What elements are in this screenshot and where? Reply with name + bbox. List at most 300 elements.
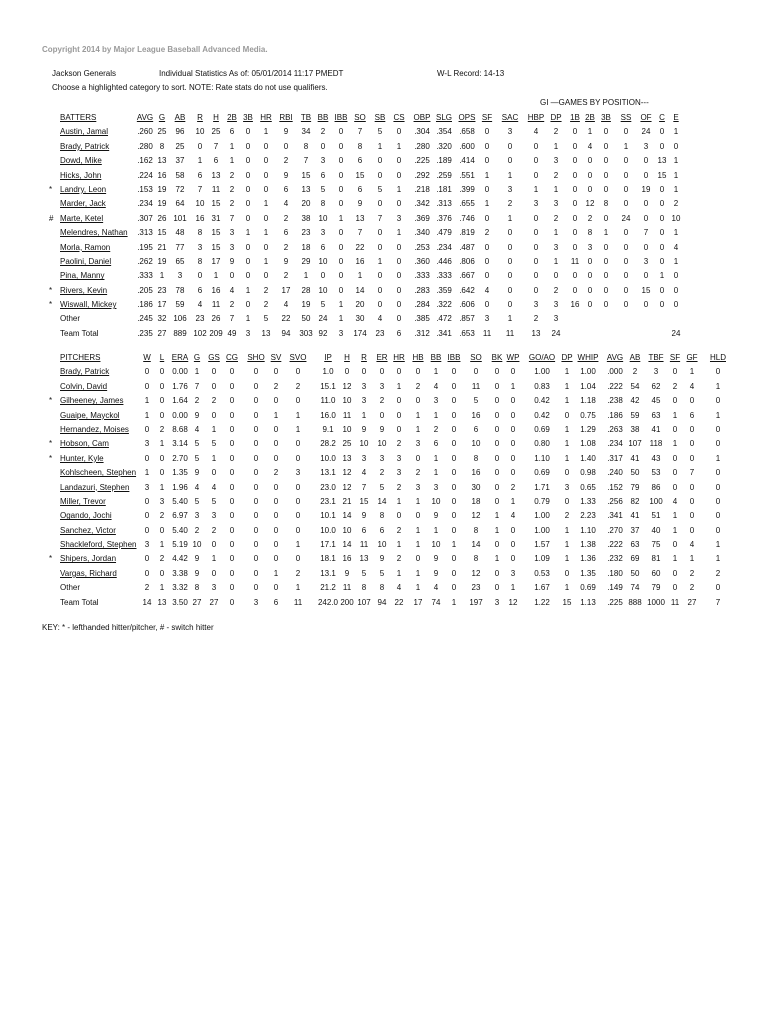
player-name-link[interactable]: Sanchez, Victor [60, 525, 116, 535]
stat-cell-sf: 0 [672, 568, 678, 578]
stat-cell-cs: 6 [396, 328, 402, 338]
stat-cell-ab: 106 [173, 314, 187, 324]
stat-cell-1b: 0 [572, 228, 578, 238]
stat-cell-r: 10 [359, 439, 369, 449]
player-name-link[interactable]: Landazuri, Stephen [60, 482, 130, 492]
stat-cell-er: 2 [379, 468, 385, 478]
stat-cell-g: 21 [157, 242, 167, 252]
player-name-link[interactable]: Marte, Ketel [60, 213, 104, 223]
stat-cell-go-ao: 1.71 [534, 482, 550, 492]
stat-cell-whip: 1.00 [580, 367, 596, 377]
stat-cell-gf: 0 [689, 496, 695, 506]
stat-cell-wp: 0 [510, 439, 516, 449]
column-header-hld[interactable]: HLD [709, 353, 726, 362]
column-header-ibb[interactable]: IBB [447, 353, 461, 362]
column-header-wp[interactable]: WP [506, 353, 520, 362]
stat-cell-g: 9 [194, 568, 200, 578]
column-header-of[interactable]: OF [640, 113, 652, 122]
player-name-link[interactable]: Pina, Manny [60, 271, 105, 281]
pitcher-row [0, 567, 768, 581]
player-name-link[interactable]: Morla, Ramon [60, 242, 111, 252]
stat-cell-of: 19 [641, 184, 651, 194]
row-label: Other [60, 583, 81, 593]
player-name-link[interactable]: Miller, Trevor [60, 496, 106, 506]
column-header-e[interactable]: E [673, 113, 679, 122]
column-header-g[interactable]: G [158, 113, 166, 122]
stat-cell-sb: 0 [377, 228, 383, 238]
stat-cell-sac: 3 [507, 184, 513, 194]
stat-cell-3b: 8 [603, 199, 609, 209]
column-header-obp[interactable]: OBP [413, 113, 431, 122]
stat-cell-3b: 0 [245, 199, 251, 209]
player-name-link[interactable]: Brady, Patrick [60, 367, 110, 377]
player-name-link[interactable]: Landry, Leon [60, 184, 107, 194]
stat-cell-go-ao: 0.79 [534, 496, 550, 506]
stat-cell-gs: 0 [211, 468, 217, 478]
stat-cell-whip: 0.69 [580, 583, 596, 593]
pitchers-table [0, 351, 768, 610]
stat-cell-ops: .487 [459, 242, 475, 252]
stat-cell-gs: 3 [211, 511, 217, 521]
column-header-hb[interactable]: HB [412, 353, 424, 362]
stat-cell-sb: 23 [375, 328, 385, 338]
stat-cell-ibb: 3 [338, 328, 344, 338]
stat-cell-hr: 0 [396, 511, 402, 521]
column-header-bb[interactable]: BB [317, 113, 329, 122]
stat-cell-dp: 0 [564, 410, 570, 420]
column-header-whip[interactable]: WHIP [577, 353, 599, 362]
stat-cell-whip: 1.08 [580, 439, 596, 449]
stat-cell-g: 17 [157, 300, 167, 310]
stat-cell-ab: 69 [630, 554, 640, 564]
pitcher-row [0, 538, 768, 552]
stat-cell-1b: 16 [570, 300, 580, 310]
stat-cell-ops: .746 [459, 213, 475, 223]
player-name-link[interactable]: Marder, Jack [60, 199, 106, 209]
column-header-r[interactable]: R [361, 353, 367, 362]
stat-cell-ab: 82 [630, 496, 640, 506]
stat-cell-hbp: 0 [533, 156, 539, 166]
stat-cell-tbf: 3 [653, 367, 659, 377]
stat-cell-wp: 0 [510, 367, 516, 377]
column-header-go-ao[interactable]: GO/AO [528, 353, 556, 362]
stat-cell-whip: 2.23 [580, 511, 596, 521]
stat-cell-sb: 0 [377, 170, 383, 180]
player-marker: * [49, 300, 53, 310]
stat-cell-sv: 0 [273, 453, 279, 463]
stat-cell-w: 3 [144, 540, 150, 550]
stat-cell-ab: 54 [630, 381, 640, 391]
column-header-er[interactable]: ER [376, 353, 388, 362]
stat-cell-bb: 6 [433, 439, 439, 449]
stat-cell-ab: 96 [175, 127, 185, 137]
stat-cell-sv: 0 [273, 424, 279, 434]
column-header-tb[interactable]: TB [300, 113, 312, 122]
column-header-dp[interactable]: DP [550, 113, 562, 122]
batter-row [0, 125, 768, 139]
stat-cell-cs: 0 [396, 156, 402, 166]
column-header-ip[interactable]: IP [324, 353, 332, 362]
stat-cell-r: 16 [195, 213, 205, 223]
stat-cell-r: 23 [195, 314, 205, 324]
stat-cell-h: 31 [211, 213, 221, 223]
stat-cell-hb: 2 [415, 381, 421, 391]
stat-cell-dp: 1 [564, 583, 570, 593]
stat-cell-bk: 0 [494, 583, 500, 593]
stat-cell-svo: 0 [295, 554, 301, 564]
stat-cell-g: 19 [157, 184, 167, 194]
player-name-link[interactable]: Ogando, Jochi [60, 511, 112, 521]
stat-cell-gf: 0 [689, 424, 695, 434]
stat-cell-ab: 37 [175, 156, 185, 166]
column-header-l[interactable]: L [159, 353, 165, 362]
column-header-sb[interactable]: SB [374, 113, 386, 122]
player-marker: # [49, 213, 54, 223]
stat-cell-c: 0 [659, 242, 665, 252]
column-header-pitchers[interactable]: PITCHERS [60, 353, 101, 362]
stat-cell-ibb: 0 [338, 141, 344, 151]
column-header-ibb[interactable]: IBB [334, 113, 348, 122]
stat-cell-svo: 3 [295, 468, 301, 478]
stat-cell-1b: 0 [572, 213, 578, 223]
column-header-h[interactable]: H [344, 353, 350, 362]
stat-cell-slg: .333 [436, 271, 452, 281]
stat-cell-hb: 2 [415, 468, 421, 478]
stat-cell-ibb: 0 [338, 170, 344, 180]
stat-cell-3b: 0 [245, 156, 251, 166]
stat-cell-svo: 2 [295, 381, 301, 391]
stat-cell-tb: 303 [299, 328, 313, 338]
stat-cell-hr: 0 [263, 141, 269, 151]
player-name-link[interactable]: Hunter, Kyle [60, 453, 104, 463]
stat-cell-2b: 0 [587, 285, 593, 295]
stat-cell-2b: 7 [229, 314, 235, 324]
stat-cell-2b: 4 [229, 285, 235, 295]
stat-cell-h: 13 [342, 453, 352, 463]
stat-cell-ab: 3 [177, 271, 183, 281]
stat-cell-g: 5 [194, 453, 200, 463]
column-header-3b[interactable]: 3B [601, 113, 611, 122]
column-header-batters[interactable]: BATTERS [60, 113, 97, 122]
stat-cell-r: 1 [197, 156, 203, 166]
player-name-link[interactable]: Hicks, John [60, 170, 102, 180]
column-header-rbi[interactable]: RBI [279, 113, 293, 122]
column-header-c[interactable]: C [659, 113, 665, 122]
stat-cell-2b: 2 [229, 170, 235, 180]
batters-table [0, 111, 768, 341]
stat-cell-w: 0 [144, 554, 150, 564]
stat-cell-whip: 1.36 [580, 554, 596, 564]
stat-cell-er: 94 [377, 597, 387, 607]
stat-cell-bb: 4 [433, 583, 439, 593]
column-header-ops[interactable]: OPS [458, 113, 476, 122]
stat-cell-sf: 0 [484, 184, 490, 194]
column-header-cg[interactable]: CG [226, 353, 238, 362]
stat-cell-2b: 49 [227, 328, 237, 338]
stat-cell-gs: 1 [211, 453, 217, 463]
player-name-link[interactable]: Gilheeney, James [60, 396, 124, 406]
stat-cell-2b: 0 [587, 170, 593, 180]
stat-cell-h: 25 [342, 439, 352, 449]
stat-cell-hr: 2 [396, 525, 402, 535]
stat-cell-3b: 1 [245, 285, 251, 295]
stat-cell-2b: 0 [587, 271, 593, 281]
stat-cell-wp: 0 [510, 424, 516, 434]
stat-cell-slg: .234 [436, 242, 452, 252]
column-header-hr[interactable]: HR [393, 353, 405, 362]
stat-cell-so: 16 [471, 410, 481, 420]
stat-cell-bb: 9 [433, 511, 439, 521]
stat-cell-whip: 1.33 [580, 496, 596, 506]
stat-cell-hr: 0 [263, 242, 269, 252]
player-name-link[interactable]: Colvin, David [60, 381, 108, 391]
stat-cell-avg: .333 [137, 271, 153, 281]
player-name-link[interactable]: Rivers, Kevin [60, 285, 108, 295]
column-header-2b[interactable]: 2B [227, 113, 237, 122]
stat-cell-bb: 2 [320, 127, 326, 137]
stat-cell-3b: 0 [603, 184, 609, 194]
column-header-bb[interactable]: BB [430, 353, 442, 362]
stat-cell-dp: 1 [553, 184, 559, 194]
stat-cell-ops: .819 [459, 228, 475, 238]
column-header-sho[interactable]: SHO [247, 353, 265, 362]
stat-cell-sac: 0 [507, 242, 513, 252]
stat-cell-h: 15 [211, 199, 221, 209]
stat-cell-sac: 0 [507, 300, 513, 310]
stat-cell-h: 14 [342, 511, 352, 521]
stat-cell-ab: 63 [630, 540, 640, 550]
column-header-so[interactable]: SO [470, 353, 482, 362]
stat-cell-gf: 0 [689, 511, 695, 521]
stat-cell-bb: 8 [320, 199, 326, 209]
player-name-link[interactable]: Hobson, Cam [60, 439, 109, 449]
column-header-ab[interactable]: AB [629, 353, 641, 362]
sort-instructions: Choose a highlighted category to sort. NOTE: Rate stats do not use qualifiers. [52, 83, 328, 92]
stat-cell-h: 17 [211, 256, 221, 266]
stat-cell-sb: 0 [377, 300, 383, 310]
stat-cell-bb: 24 [318, 314, 328, 324]
column-header-avg[interactable]: AVG [606, 353, 624, 362]
player-name-link[interactable]: Melendres, Nathan [60, 228, 128, 238]
stat-cell-slg: .341 [436, 328, 452, 338]
player-name-link[interactable]: Dowd, Mike [60, 156, 102, 166]
stat-cell-go-ao: 0.69 [534, 468, 550, 478]
stat-cell-bk: 0 [494, 568, 500, 578]
pitcher-row [0, 552, 768, 566]
stat-cell-g: 2 [194, 396, 200, 406]
stat-cell-hr: 0 [263, 213, 269, 223]
stat-cell-c: 0 [659, 127, 665, 137]
stat-cell-e: 0 [673, 285, 679, 295]
stat-cell-obp: .369 [414, 213, 430, 223]
column-header-hbp[interactable]: HBP [527, 113, 545, 122]
stat-cell-r: 3 [197, 242, 203, 252]
stat-cell-h: 11 [342, 583, 352, 593]
column-header-3b[interactable]: 3B [243, 113, 253, 122]
column-header-r[interactable]: R [197, 113, 203, 122]
stat-cell-ibb: 1 [451, 597, 457, 607]
stat-cell-g: 4 [194, 424, 200, 434]
column-header-svo[interactable]: SVO [289, 353, 307, 362]
player-name-link[interactable]: Austin, Jamal [60, 127, 109, 137]
stat-cell-obp: .280 [414, 141, 430, 151]
stat-cell-er: 3 [379, 453, 385, 463]
stat-cell-r: 0 [197, 141, 203, 151]
stat-cell-ab: 25 [175, 141, 185, 151]
stat-cell-tbf: 100 [649, 496, 663, 506]
stat-cell-rbi: 6 [283, 184, 289, 194]
column-header-g[interactable]: G [193, 353, 201, 362]
column-header-gf[interactable]: GF [686, 353, 698, 362]
stat-cell-so: 30 [471, 482, 481, 492]
column-header-ss[interactable]: SS [620, 113, 632, 122]
player-name-link[interactable]: Kohlscheen, Stephen [60, 468, 137, 478]
stat-cell-h: 13 [211, 170, 221, 180]
player-name-link[interactable]: Wiswall, Mickey [60, 300, 117, 310]
stat-cell-cs: 0 [396, 300, 402, 310]
stat-cell-obp: .218 [414, 184, 430, 194]
stat-cell-go-ao: 0.69 [534, 424, 550, 434]
stat-cell-r: 3 [361, 453, 367, 463]
stat-cell-avg: .000 [607, 367, 623, 377]
stat-cell-h: 11 [211, 184, 221, 194]
stat-cell-dp: 2 [564, 511, 570, 521]
stat-cell-obp: .284 [414, 300, 430, 310]
column-header-dp[interactable]: DP [561, 353, 573, 362]
stat-cell-hr: 13 [261, 328, 271, 338]
stat-cell-tbf: 63 [651, 410, 661, 420]
stat-cell-hr: 0 [396, 424, 402, 434]
stat-cell-ibb: 0 [451, 439, 457, 449]
stat-cell-svo: 1 [295, 540, 301, 550]
column-header-1b[interactable]: 1B [570, 113, 580, 122]
stat-cell-2b: 4 [587, 141, 593, 151]
stat-cell-dp: 1 [564, 367, 570, 377]
stat-cell-bb: 3 [320, 228, 326, 238]
stat-cell-g: 9 [194, 554, 200, 564]
stat-cell-hr: 1 [263, 199, 269, 209]
stat-cell-sho: 0 [253, 554, 259, 564]
stat-cell-2b: 9 [229, 256, 235, 266]
stat-cell-slg: .354 [436, 127, 452, 137]
stat-cell-so: 8 [473, 525, 479, 535]
column-header-2b[interactable]: 2B [585, 113, 595, 122]
stat-cell-hld: 0 [715, 424, 721, 434]
column-header-gs[interactable]: GS [208, 353, 220, 362]
stat-cell-tb: 18 [301, 242, 311, 252]
stat-cell-tb: 20 [301, 199, 311, 209]
column-header-sf[interactable]: SF [669, 353, 681, 362]
player-marker: * [49, 396, 53, 406]
player-name-link[interactable]: Paolini, Daniel [60, 256, 112, 266]
stat-cell-bk: 0 [494, 396, 500, 406]
column-header-bk[interactable]: BK [491, 353, 503, 362]
stat-cell-c: 0 [659, 256, 665, 266]
column-header-avg[interactable]: AVG [136, 113, 154, 122]
stat-cell-1b: 0 [572, 285, 578, 295]
stat-cell-sho: 0 [253, 496, 259, 506]
batter-header-row [0, 111, 768, 125]
column-header-hr[interactable]: HR [260, 113, 272, 122]
column-header-sf[interactable]: SF [481, 113, 493, 122]
stat-cell-1b: 0 [572, 141, 578, 151]
stat-cell-ip: 23.0 [320, 482, 336, 492]
stat-cell-e: 2 [673, 199, 679, 209]
player-name-link[interactable]: Shipers, Jordan [60, 554, 117, 564]
stat-cell-ops: .667 [459, 271, 475, 281]
stat-cell-3b: 0 [245, 213, 251, 223]
column-header-so[interactable]: SO [354, 113, 366, 122]
stat-cell-g: 26 [157, 213, 167, 223]
stat-cell-hb: 1 [415, 410, 421, 420]
stat-cell-wp: 1 [510, 381, 516, 391]
stat-cell-3b: 0 [603, 256, 609, 266]
stat-cell-sf: 0 [672, 583, 678, 593]
stat-cell-hr: 3 [396, 453, 402, 463]
column-header-sv[interactable]: SV [270, 353, 282, 362]
column-header-slg[interactable]: SLG [435, 113, 452, 122]
stat-cell-er: 2 [379, 396, 385, 406]
stat-cell-sac: 3 [507, 127, 513, 137]
stat-cell-ibb: 0 [451, 568, 457, 578]
stat-cell-dp: 1 [564, 540, 570, 550]
stat-cell-dp: 2 [553, 285, 559, 295]
column-header-w[interactable]: W [143, 353, 151, 362]
stat-cell-ab: 72 [175, 184, 185, 194]
stat-cell-sac: 0 [507, 256, 513, 266]
stat-cell-ss: 0 [623, 127, 629, 137]
stat-cell-hbp: 0 [533, 228, 539, 238]
stat-cell-of: 0 [643, 170, 649, 180]
stat-cell-h: 15 [211, 242, 221, 252]
player-name-link[interactable]: Shackleford, Stephen [60, 540, 137, 550]
column-header-tbf[interactable]: TBF [648, 353, 664, 362]
stat-cell-h: 0 [344, 367, 350, 377]
stat-cell-cg: 0 [229, 540, 235, 550]
stat-cell-ab: 64 [175, 199, 185, 209]
player-name-link[interactable]: Vargas, Richard [60, 568, 117, 578]
stat-cell-whip: 1.18 [580, 396, 596, 406]
stat-cell-whip: 1.29 [580, 424, 596, 434]
stat-cell-3b: 0 [245, 184, 251, 194]
stat-cell-sb: 4 [377, 314, 383, 324]
column-header-sac[interactable]: SAC [501, 113, 519, 122]
stat-cell-of: 3 [643, 256, 649, 266]
stat-cell-avg: .153 [137, 184, 153, 194]
column-header-ab[interactable]: AB [174, 113, 186, 122]
stat-cell-1b: 11 [570, 256, 580, 266]
player-name-link[interactable]: Guaipe, Mayckol [60, 410, 120, 420]
stat-cell-dp: 3 [553, 242, 559, 252]
stat-cell-slg: .376 [436, 213, 452, 223]
stat-cell-whip: 1.13 [580, 597, 596, 607]
stat-cell-l: 0 [159, 396, 165, 406]
column-header-era[interactable]: ERA [171, 353, 189, 362]
stat-cell-l: 0 [159, 410, 165, 420]
stat-cell-sb: 0 [377, 242, 383, 252]
stat-cell-g: 8 [159, 141, 165, 151]
stat-cell-hb: 0 [415, 453, 421, 463]
column-header-h[interactable]: H [213, 113, 219, 122]
stat-cell-bb: 3 [433, 396, 439, 406]
player-name-link[interactable]: Brady, Patrick [60, 141, 110, 151]
column-header-cs[interactable]: CS [393, 113, 405, 122]
stat-cell-bb: 3 [433, 482, 439, 492]
stat-cell-tb: 50 [301, 314, 311, 324]
stat-cell-w: 0 [144, 525, 150, 535]
stat-cell-go-ao: 1.00 [534, 367, 550, 377]
player-name-link[interactable]: Hernandez, Moises [60, 424, 129, 434]
